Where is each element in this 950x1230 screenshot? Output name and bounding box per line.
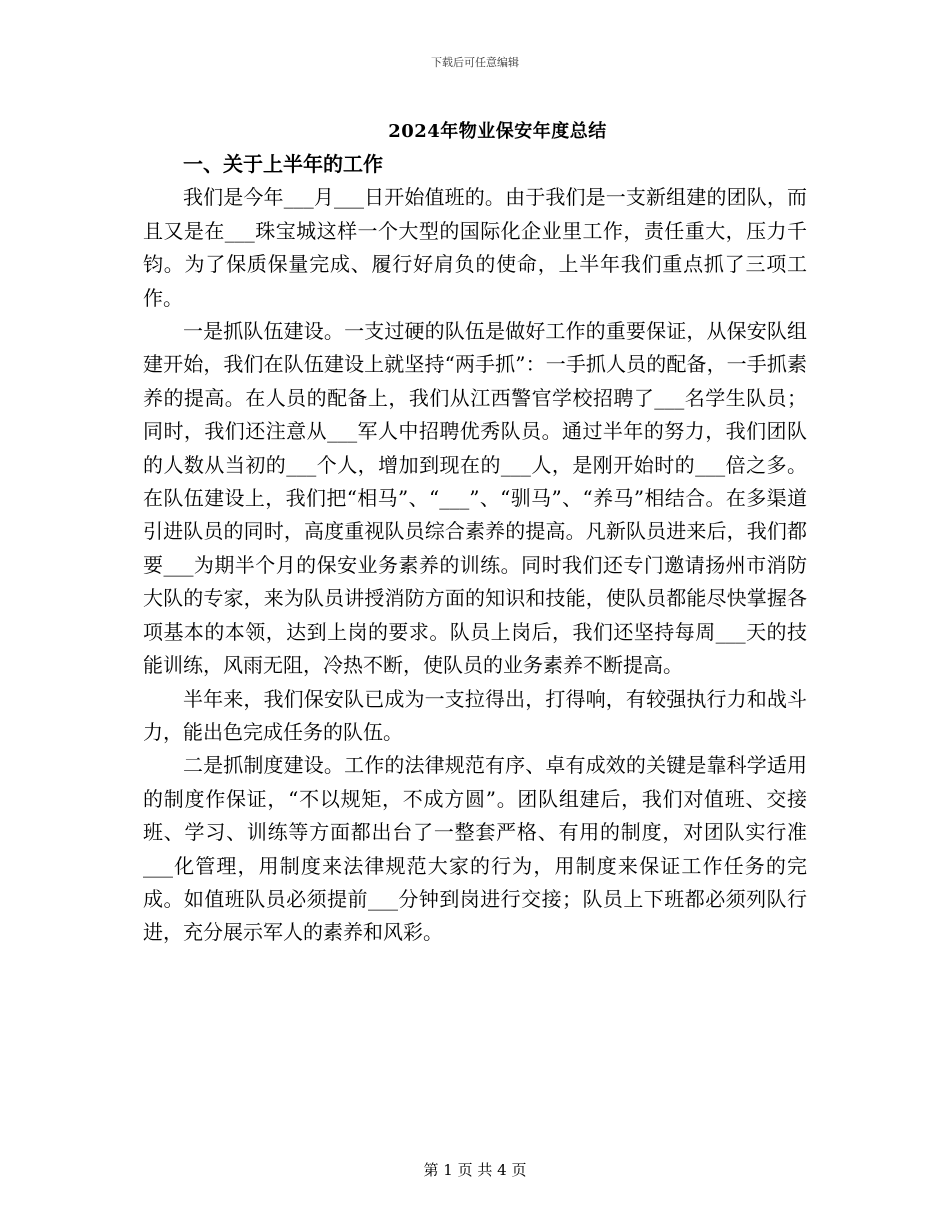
header-note: 下载后可任意编辑 bbox=[431, 56, 519, 69]
paragraph: 一是抓队伍建设。一支过硬的队伍是做好工作的重要保证，从保安队组建开始，我们在队伍建设上就坚持“两手抓”：一手抓人员的配备，一手抓素养的提高。在人员的配备上，我们从江西警官学校招聘了___名学生队员；同时，我们还注意从___军人中招聘优秀队员。通过半年的努力，我们团队的人数从当初的___个人，增加到现在的___人，是刚开始时的___倍之多。在队伍建设上，我们把“相马”、“___”、“驯马”、“养马”相结合。在多渠道引进队员的同时，高度重视队员综合素养的提高。凡新队员进来后，我们都要___为期半个月的保安业务素养的训练。同时我们还专门邀请扬州市消防大队的专家，来为队员讲授消防方面的知识和技能，使队员都能尽快掌握各项基本的本领，达到上岗的要求。队员上岗后，我们还坚持每周___天的技能训练，风雨无阻，冷热不断，使队员的业务素养不断提高。 bbox=[143, 319, 807, 678]
document-body bbox=[143, 148, 807, 950]
paragraph: 二是抓制度建设。工作的法律规范有序、卓有成效的关键是靠科学适用的制度作保证，“不以规矩，不成方圆”。团队组建后，我们对值班、交接班、学习、训练等方面都出台了一整套严格、有用的制度，对团队实行准___化管理，用制度来法律规范大家的行为，用制度来保证工作任务的完成。如值班队员必须提前___分钟到岗进行交接；队员上下班都必须列队行进，充分展示军人的素养和风彩。 bbox=[143, 753, 807, 945]
paragraph: 我们是今年___月___日开始值班的。由于我们是一支新组建的团队，而且又是在___珠宝城这样一个大型的国际化企业里工作，责任重大，压力千钧。为了保质保量完成、履行好肩负的使命，上半年我们重点抓了三项工作。 bbox=[143, 185, 807, 310]
section-heading: 一、关于上半年的工作 bbox=[183, 152, 383, 176]
page-footer: 第 1 页 共 4 页 bbox=[423, 1161, 527, 1179]
paragraph: 半年来，我们保安队已成为一支拉得出，打得响，有较强执行力和战斗力，能出色完成任务的队伍。 bbox=[143, 686, 807, 744]
document-title: 2024年物业保安年度总结 bbox=[388, 121, 607, 142]
